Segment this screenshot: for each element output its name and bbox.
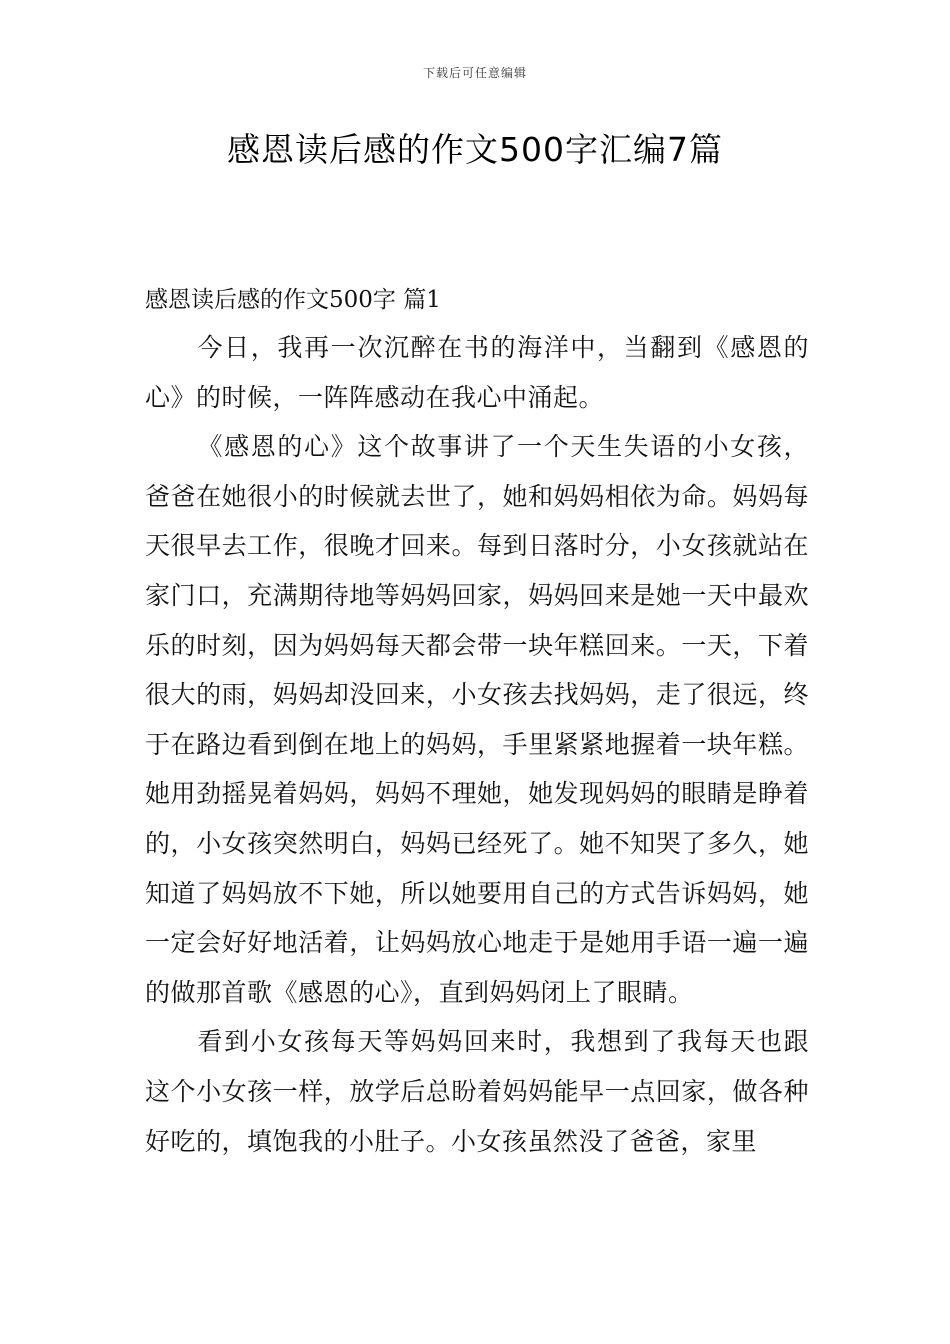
- header-note: 下载后可任意编辑: [422, 66, 527, 80]
- paragraph-1: 今日，我再一次沉醉在书的海洋中，当翻到《感恩的心》的时候，一阵阵感动在我心中涌起。: [145, 333, 809, 412]
- paragraph-2: 《感恩的心》这个故事讲了一个天生失语的小女孩，爸爸在她很小的时候就去世了，她和妈妈相依为命。妈妈每天很早去工作，很晚才回来。每到日落时分，小女孩就站在家门口，充满期待地等妈妈回家，妈妈回来是她一天中最欢乐的时刻，因为妈妈每天都会带一块年糕回来。一天，下着很大的雨，妈妈却没回来，小女孩去找妈妈，走了很远，终于在路边看到倒在地上的妈妈，手里紧紧地握着一块年糕。她用劲摇晃着妈妈，妈妈不理她，她发现妈妈的眼睛是睁着的，小女孩突然明白，妈妈已经死了。她不知哭了多久，她知道了妈妈放不下她，所以她要用自己的方式告诉妈妈，她一定会好好地活着，让妈妈放心地走于是她用手语一遍一遍的做那首歌《感恩的心》，直到妈妈闭上了眼睛。: [145, 432, 809, 1007]
- document-title: 感恩读后感的作文500字汇编7篇: [227, 130, 723, 169]
- section-heading: 感恩读后感的作文500字 篇1: [145, 287, 441, 313]
- document-body: [145, 280, 809, 1166]
- paragraph-3: 看到小女孩每天等妈妈回来时，我想到了我每天也跟这个小女孩一样，放学后总盼着妈妈能早一点回家，做各种好吃的，填饱我的小肚子。小女孩虽然没了爸爸，家里: [145, 1027, 809, 1156]
